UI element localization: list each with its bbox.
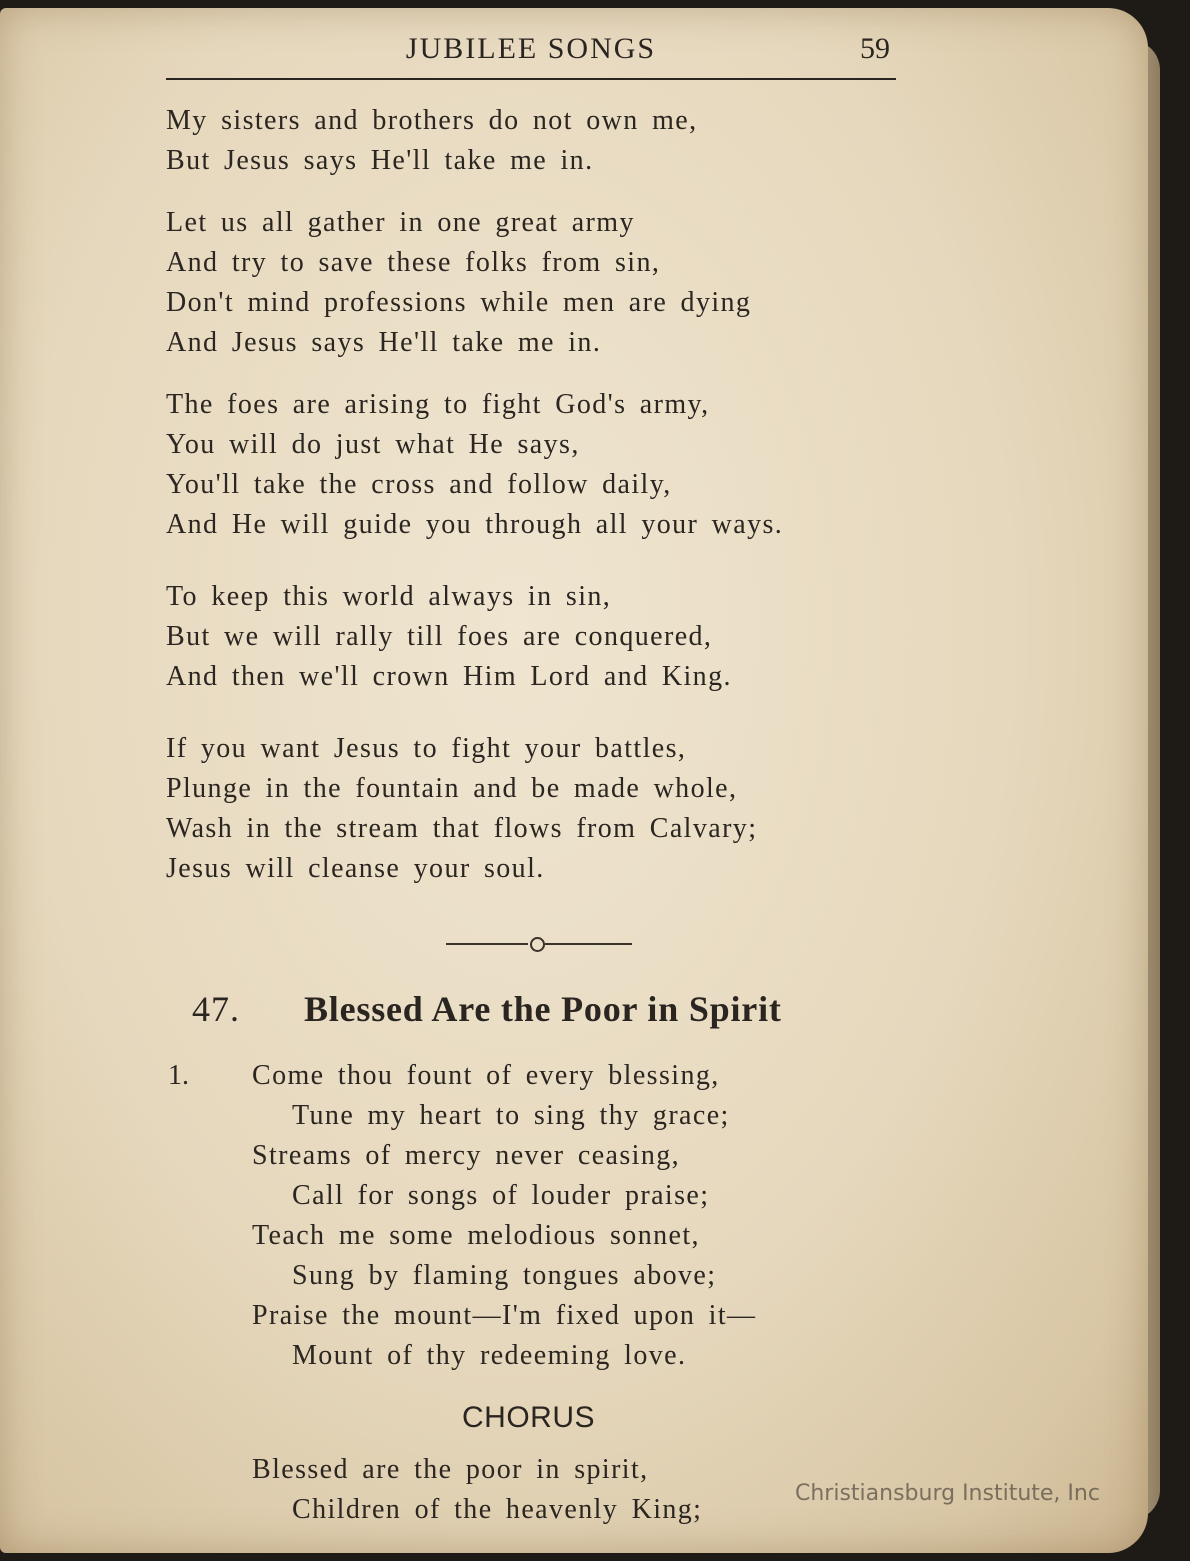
verse-line: Teach me some melodious sonnet, bbox=[252, 1220, 700, 1251]
verse-line: Mount of thy redeeming love. bbox=[292, 1340, 687, 1371]
verse-1 bbox=[252, 1056, 756, 1376]
chorus-label: CHORUS bbox=[462, 1401, 596, 1434]
verse-line: Tune my heart to sing thy grace; bbox=[292, 1100, 730, 1131]
stanza-line: Plunge in the fountain and be made whole, bbox=[166, 773, 738, 804]
stanza-line: My sisters and brothers do not own me, bbox=[166, 105, 698, 136]
stanza-line: If you want Jesus to fight your battles, bbox=[166, 733, 687, 764]
verse-number: 1. bbox=[168, 1060, 189, 1091]
stanza-1 bbox=[166, 101, 697, 181]
verse-line: Sung by flaming tongues above; bbox=[292, 1260, 717, 1291]
stanza-line: And Jesus says He'll take me in. bbox=[166, 327, 602, 358]
page-number: 59 bbox=[860, 32, 890, 65]
verse-line: Call for songs of louder praise; bbox=[292, 1180, 710, 1211]
chorus-line: Children of the heavenly King; bbox=[292, 1494, 703, 1525]
hymn-title: Blessed Are the Poor in Spirit bbox=[304, 989, 782, 1029]
stanza-3 bbox=[166, 385, 783, 545]
divider-circle bbox=[530, 937, 545, 952]
running-title: JUBILEE SONGS bbox=[405, 32, 657, 65]
stanza-line: You will do just what He says, bbox=[166, 429, 580, 460]
divider-rule-right bbox=[545, 943, 632, 945]
stanza-line: And then we'll crown Him Lord and King. bbox=[166, 661, 732, 692]
stanza-line: And He will guide you through all your ways. bbox=[166, 509, 784, 540]
stanza-line: Jesus will cleanse your soul. bbox=[166, 853, 545, 884]
hymn-number: 47. bbox=[192, 989, 240, 1029]
verse-line: Praise the mount—I'm fixed upon it— bbox=[252, 1300, 757, 1331]
running-head bbox=[166, 30, 896, 80]
stanza-line: But Jesus says He'll take me in. bbox=[166, 145, 594, 176]
section-divider-ornament bbox=[446, 932, 632, 956]
stanza-line: To keep this world always in sin, bbox=[166, 581, 612, 612]
stanza-line: The foes are arising to fight God's army, bbox=[166, 389, 710, 420]
stanza-line: Wash in the stream that flows from Calvary; bbox=[166, 813, 758, 844]
watermark: Christiansburg Institute, Inc bbox=[795, 1481, 1100, 1506]
stanza-line: Don't mind professions while men are dying bbox=[166, 287, 752, 318]
stanza-5 bbox=[166, 729, 757, 889]
verse-line: Come thou fount of every blessing, bbox=[252, 1060, 720, 1091]
stanza-4 bbox=[166, 577, 732, 697]
stanza-line: You'll take the cross and follow daily, bbox=[166, 469, 672, 500]
hymn-heading bbox=[192, 988, 782, 1030]
book-page bbox=[0, 8, 1148, 1553]
stanza-line: And try to save these folks from sin, bbox=[166, 247, 661, 278]
chorus bbox=[252, 1450, 702, 1530]
stanza-2 bbox=[166, 203, 751, 363]
verse-line: Streams of mercy never ceasing, bbox=[252, 1140, 681, 1171]
chorus-line: Blessed are the poor in spirit, bbox=[252, 1454, 649, 1485]
stanza-line: Let us all gather in one great army bbox=[166, 207, 635, 238]
stanza-line: But we will rally till foes are conquered, bbox=[166, 621, 713, 652]
divider-rule-left bbox=[446, 943, 528, 945]
